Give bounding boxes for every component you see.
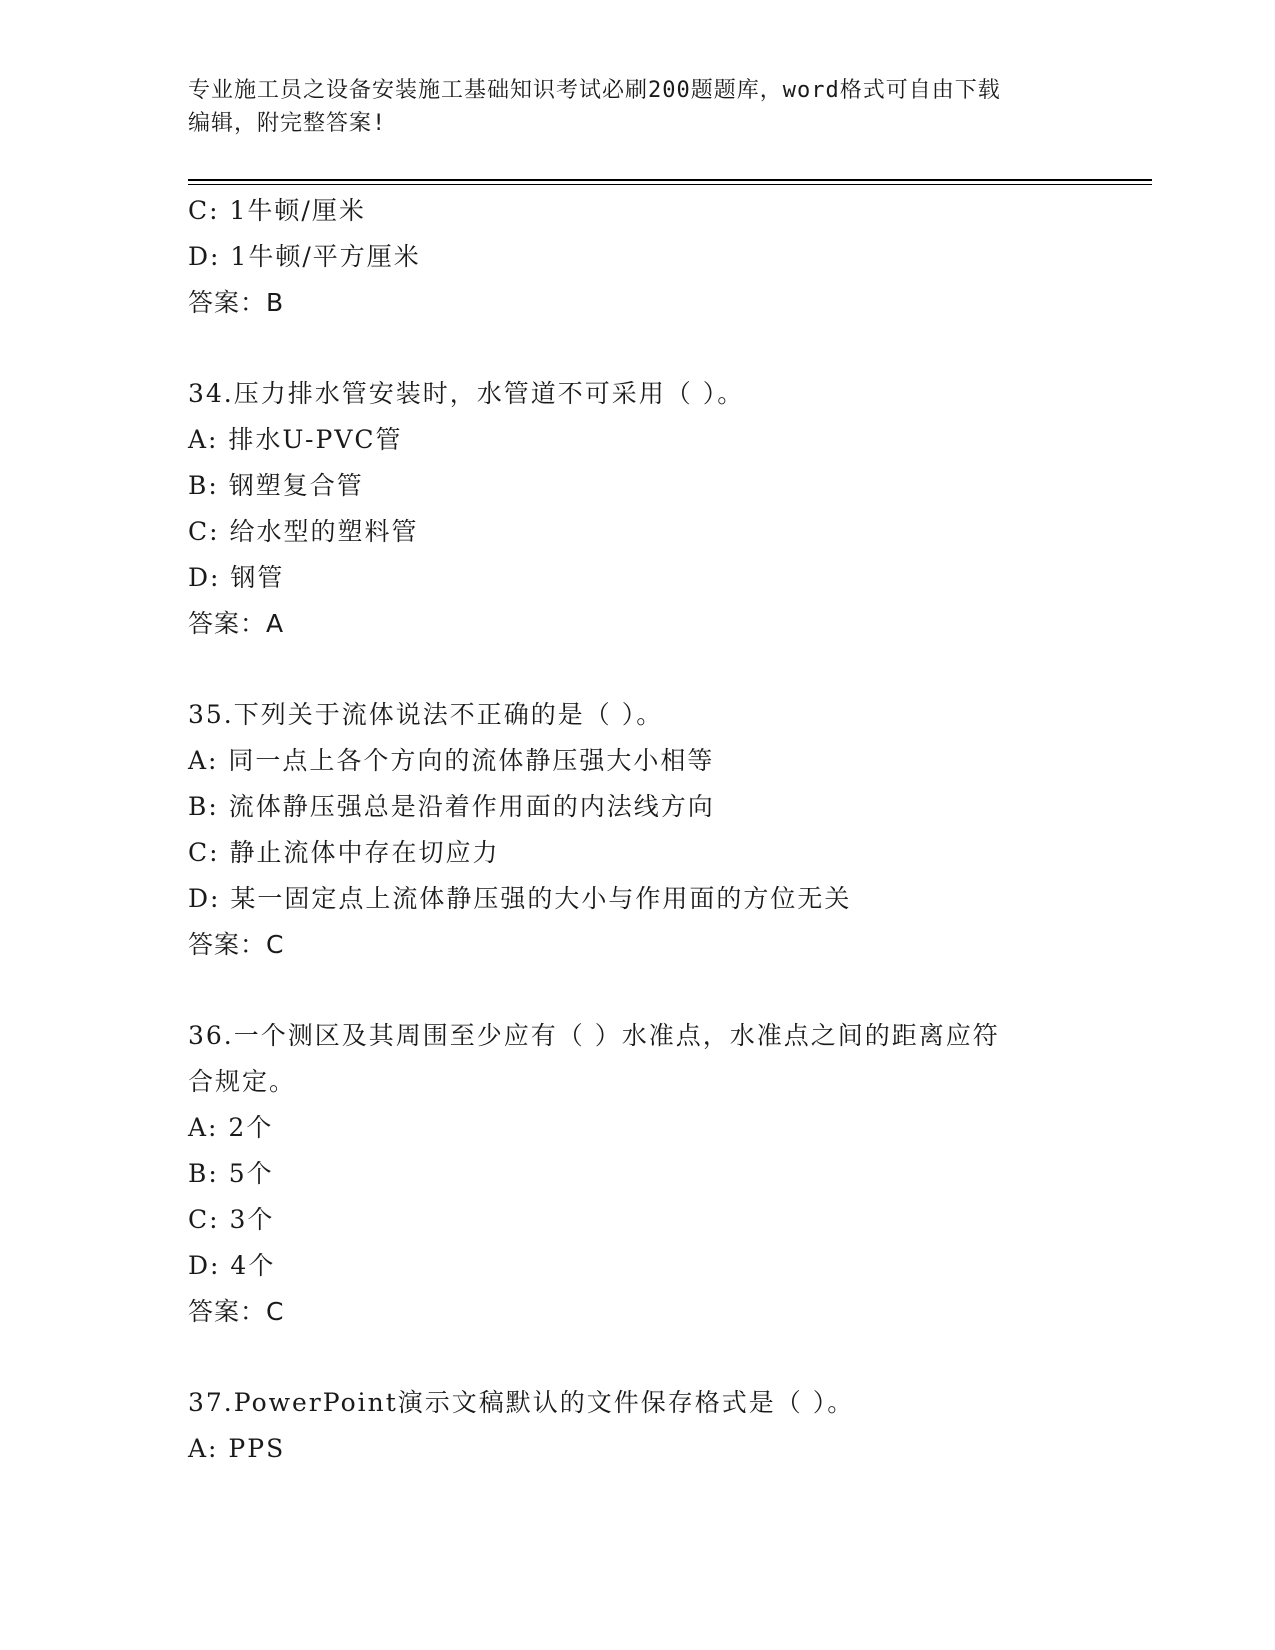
header-divider-thick xyxy=(188,179,1152,181)
answer-line: 答案：C xyxy=(188,1297,285,1326)
question-block-36 xyxy=(188,1013,1088,1335)
question-text-line1: 36.一个测区及其周围至少应有（ ）水准点，水准点之间的距离应符 xyxy=(188,1021,1000,1050)
option-d: D: 某一固定点上流体静压强的大小与作用面的方位无关 xyxy=(188,884,852,913)
header-title-line2: 编辑，附完整答案! xyxy=(188,111,387,136)
question-block-37 xyxy=(188,1380,1088,1472)
option-c: C: 3个 xyxy=(188,1205,275,1234)
option-c: C: 静止流体中存在切应力 xyxy=(188,838,500,867)
question-block-35 xyxy=(188,692,1088,968)
answer-line: 答案：A xyxy=(188,609,285,638)
question-text: 35.下列关于流体说法不正确的是（ ）。 xyxy=(188,700,664,729)
option-a: A: 2个 xyxy=(188,1113,274,1142)
question-text: 37.PowerPoint演示文稿默认的文件保存格式是（ ）。 xyxy=(188,1388,855,1417)
question-text: 34.压力排水管安装时，水管道不可采用（ ）。 xyxy=(188,379,745,408)
question-list xyxy=(188,188,1088,1472)
spacer xyxy=(188,647,1088,692)
option-b: B: 钢塑复合管 xyxy=(188,471,364,500)
option-c: C: 1牛顿/厘米 xyxy=(188,196,366,225)
spacer xyxy=(188,1335,1088,1380)
option-a: A: 同一点上各个方向的流体静压强大小相等 xyxy=(188,746,715,775)
option-b: B: 5个 xyxy=(188,1159,274,1188)
option-c: C: 给水型的塑料管 xyxy=(188,517,419,546)
spacer xyxy=(188,326,1088,371)
option-d: D: 1牛顿/平方厘米 xyxy=(188,242,421,271)
option-a: A: PPS xyxy=(188,1434,286,1463)
option-d: D: 4个 xyxy=(188,1251,276,1280)
answer-line: 答案：C xyxy=(188,930,285,959)
answer-line: 答案：B xyxy=(188,288,285,317)
question-block-prev xyxy=(188,188,1088,326)
header-divider-thin xyxy=(188,184,1152,185)
option-b: B: 流体静压强总是沿着作用面的内法线方向 xyxy=(188,792,715,821)
document-header xyxy=(188,74,1088,140)
question-block-34 xyxy=(188,371,1088,647)
header-title-line1: 专业施工员之设备安装施工基础知识考试必刷200题题库，word格式可自由下载 xyxy=(188,78,1001,103)
option-d: D: 钢管 xyxy=(188,563,285,592)
option-a: A: 排水U-PVC管 xyxy=(188,425,403,454)
question-text-line2: 合规定。 xyxy=(188,1067,297,1096)
spacer xyxy=(188,968,1088,1013)
